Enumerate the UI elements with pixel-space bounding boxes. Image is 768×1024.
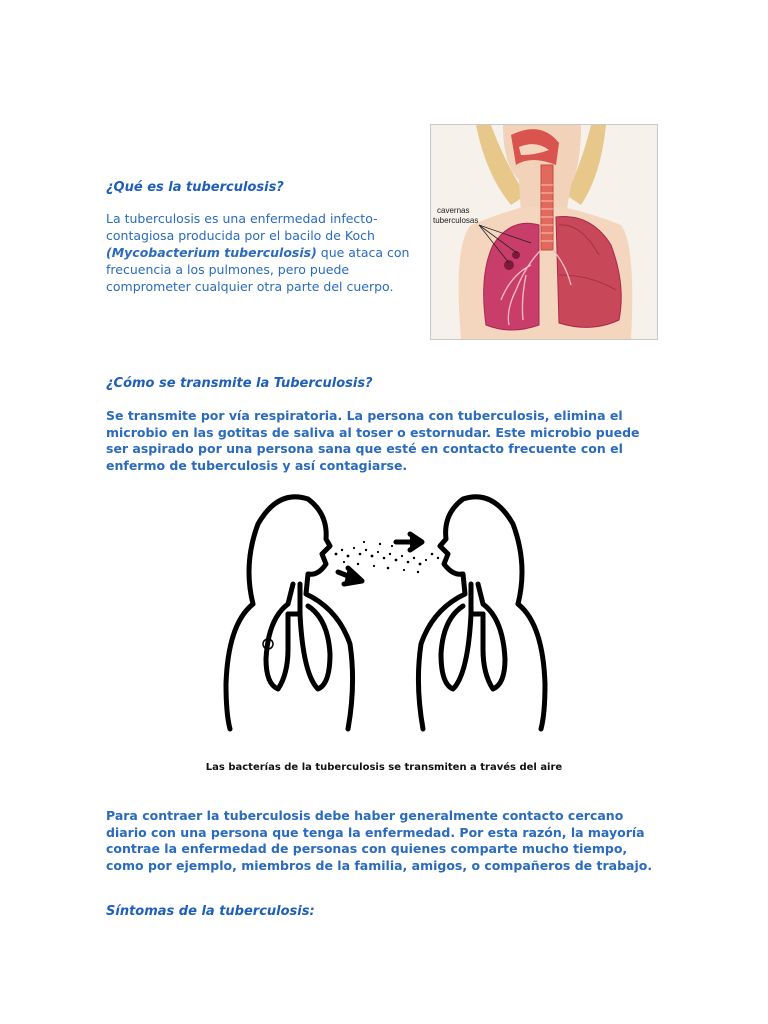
paragraph-definition (106, 210, 426, 295)
contagion-line: diario con una persona que tenga la enfermedad. Por esta razón, la mayoría (106, 824, 645, 840)
paragraph-contagion (106, 808, 676, 874)
lungs-anatomy-image (431, 125, 657, 339)
definition-line: La tuberculosis es una enfermedad infecto- (106, 211, 378, 226)
heading-que-es: ¿Qué es la tuberculosis? (106, 180, 284, 195)
definition-line: frecuencia a los pulmones, pero puede (106, 262, 350, 277)
figure-caption: Las bacterías de la tuberculosis se transmiten a través del aire (205, 762, 563, 773)
transmission-line: ser aspirado por una persona sana que esté en contacto frecuente con el (106, 441, 623, 456)
definition-text: que ataca con (316, 245, 410, 260)
definition-line: comprometer cualquier otra parte del cuerpo. (106, 279, 394, 294)
contagion-line: Para contraer la tuberculosis debe haber generalmente contacto cercano (106, 808, 624, 823)
contagion-line: como por ejemplo, miembros de la familia, amigos, o compañeros de trabajo. (106, 857, 653, 873)
transmission-drawing (218, 484, 550, 744)
heading-como-se-transmite: ¿Cómo se transmite la Tuberculosis? (106, 376, 373, 391)
transmission-illustration (218, 484, 550, 744)
lungs-label-line1: cavernas (437, 206, 470, 215)
definition-line: contagiosa producida por el bacilo de Koch (106, 228, 375, 243)
paragraph-transmission (106, 408, 666, 474)
definition-line (106, 244, 426, 261)
transmission-line: microbio en las gotitas de saliva al toser o estornudar. Este microbio puede (106, 424, 640, 440)
lungs-label-line2: tuberculosas (433, 216, 479, 225)
transmission-line: Se transmite por vía respiratoria. La persona con tuberculosis, elimina el (106, 408, 623, 423)
bacterium-name: (Mycobacterium tuberculosis) (106, 245, 317, 260)
contagion-line: contrae la enfermedad de personas con quienes comparte mucho tiempo, (106, 841, 628, 856)
transmission-line: enfermo de tuberculosis y así contagiarse. (106, 457, 408, 473)
lungs-illustration (430, 124, 658, 340)
heading-sintomas: Síntomas de la tuberculosis: (106, 904, 315, 919)
